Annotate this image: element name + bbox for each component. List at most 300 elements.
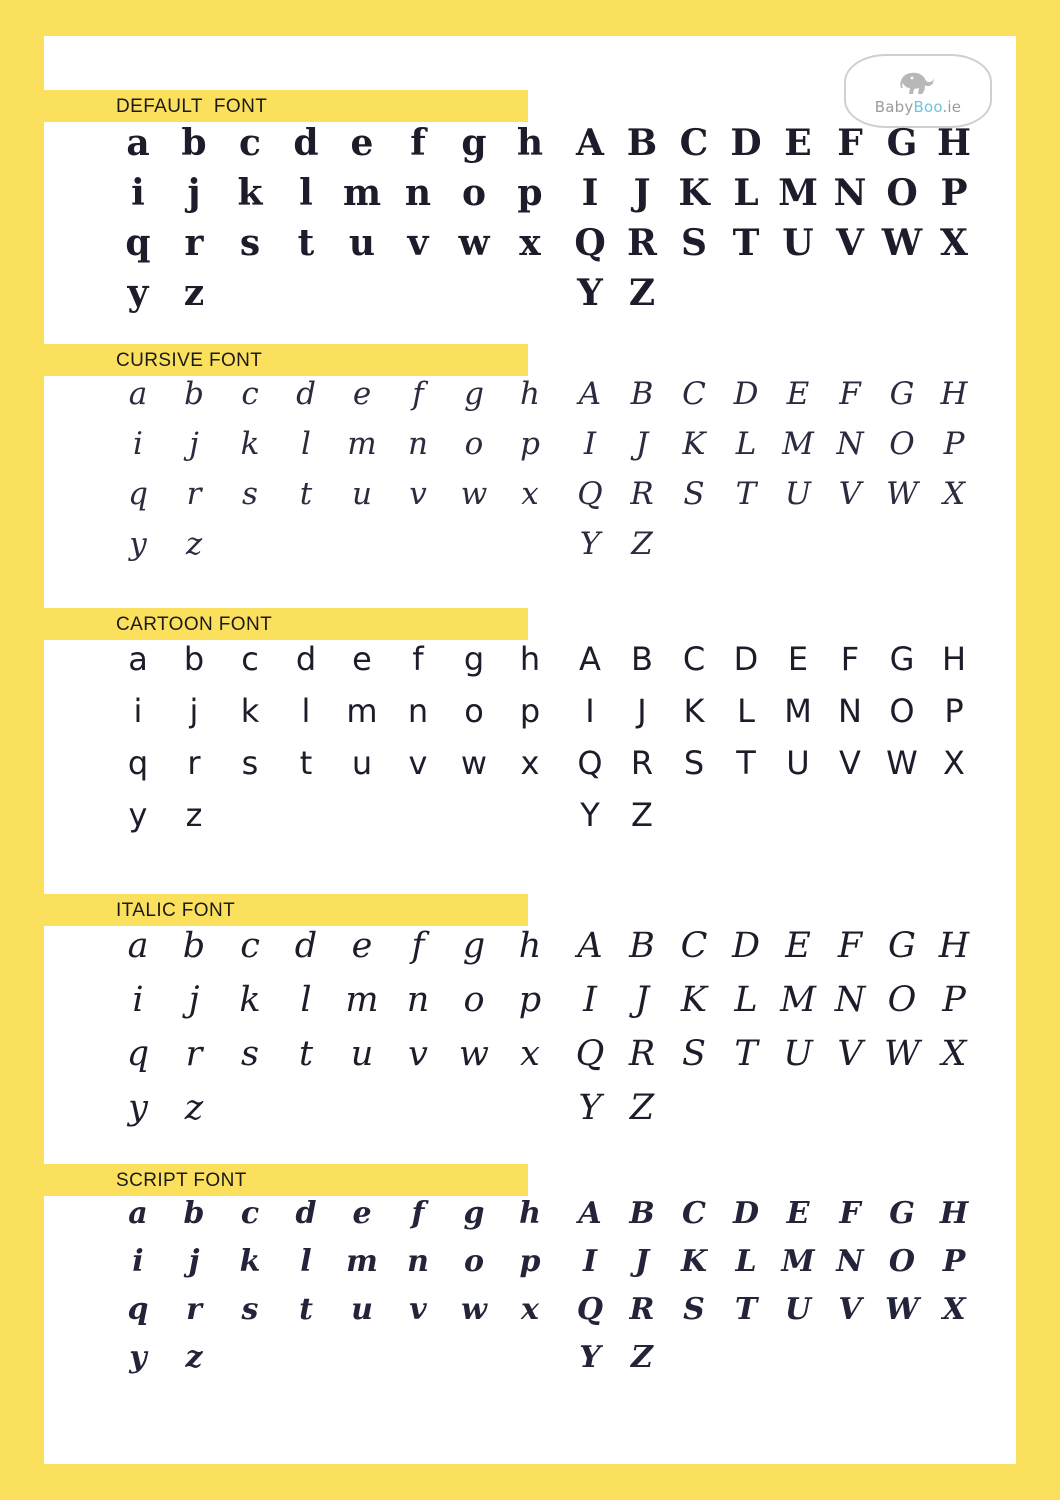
glyph: I (582, 1244, 598, 1279)
glyph: w (460, 476, 488, 512)
glyph: K (678, 172, 710, 214)
glyph: D (733, 376, 759, 412)
glyph: t (298, 1034, 314, 1074)
alphabet-lowercase-default (110, 122, 570, 322)
glyph: i (132, 980, 144, 1020)
alphabet-row (564, 744, 1004, 796)
glyph: V (839, 744, 861, 782)
glyph: v (409, 1292, 427, 1327)
glyph: q (125, 222, 151, 264)
glyph: a (128, 640, 148, 678)
glyph: y (127, 272, 149, 314)
glyph: t (299, 476, 313, 512)
glyph: q (128, 476, 148, 512)
alphabet-row (564, 640, 1004, 692)
glyph: c (240, 926, 260, 966)
glyph: n (404, 172, 432, 214)
glyph: c (240, 1196, 260, 1231)
glyph: l (300, 1244, 312, 1279)
glyph: h (516, 122, 544, 164)
glyph: h (520, 376, 540, 412)
glyph: I (585, 692, 595, 730)
glyph: y (129, 526, 147, 562)
glyph: n (407, 1244, 429, 1279)
glyph: R (630, 744, 654, 782)
glyph: X (941, 1034, 967, 1074)
glyph: A (578, 1196, 602, 1231)
glyph: S (683, 476, 705, 512)
alphabet-row (110, 122, 570, 172)
alphabet-row (564, 526, 1004, 576)
glyph: r (184, 222, 204, 264)
glyph: s (241, 1034, 259, 1074)
font-section-cursive (44, 344, 1016, 608)
glyph: m (342, 172, 382, 214)
glyph: z (185, 526, 203, 562)
alphabet-row (564, 1196, 1004, 1244)
glyph: n (407, 692, 429, 730)
glyph: v (408, 744, 428, 782)
glyph: G (886, 122, 918, 164)
glyph: w (460, 744, 488, 782)
glyph: l (299, 172, 313, 214)
logo-text-baby: Baby (874, 98, 914, 116)
glyph: U (784, 476, 812, 512)
glyph: u (351, 744, 373, 782)
glyph: Q (577, 476, 603, 512)
glyph: C (682, 640, 706, 678)
glyph: Q (575, 1034, 605, 1074)
glyph: P (944, 692, 964, 730)
glyph: q (127, 744, 149, 782)
glyph: y (128, 1088, 148, 1128)
glyph: e (352, 376, 372, 412)
section-title-cartoon: CARTOON FONT (116, 614, 273, 635)
logo-text-ie: .ie (942, 98, 962, 116)
glyph: t (297, 222, 315, 264)
glyph: N (833, 172, 867, 214)
glyph: i (131, 172, 145, 214)
glyph: t (299, 744, 313, 782)
glyph: J (637, 692, 647, 730)
glyph: N (838, 692, 862, 730)
glyph: x (521, 476, 539, 512)
alphabet-row (110, 376, 570, 426)
glyph: F (839, 376, 861, 412)
glyph: O (887, 980, 917, 1020)
glyph: p (517, 172, 543, 214)
glyph: Z (631, 796, 653, 834)
glyph: C (682, 1196, 706, 1231)
glyph: q (126, 1034, 150, 1074)
glyph: I (583, 426, 597, 462)
glyph: c (239, 122, 261, 164)
glyph: k (239, 1244, 261, 1279)
glyph: o (461, 172, 486, 214)
glyph: o (464, 426, 484, 462)
glyph: i (133, 426, 143, 462)
glyph: L (735, 1244, 757, 1279)
glyph: X (943, 744, 965, 782)
glyph: x (520, 1034, 540, 1074)
glyph: e (352, 640, 372, 678)
glyph: Z (631, 1340, 653, 1375)
glyph: B (626, 122, 658, 164)
glyph: z (185, 796, 203, 834)
glyph: D (732, 1196, 759, 1231)
glyph: y (129, 1340, 147, 1375)
glyph: E (787, 640, 809, 678)
glyph: j (187, 172, 201, 214)
glyph: V (837, 1034, 863, 1074)
glyph: I (581, 172, 599, 214)
alphabet-row (110, 1088, 570, 1142)
glyph: V (836, 222, 864, 264)
glyph: e (350, 122, 374, 164)
glyph: T (734, 1292, 758, 1327)
font-section-italic (44, 894, 1016, 1164)
glyph: S (683, 1292, 705, 1327)
glyph: X (942, 476, 966, 512)
glyph: l (300, 980, 312, 1020)
glyph: L (737, 692, 755, 730)
glyph: v (408, 1034, 428, 1074)
glyph: R (628, 1034, 656, 1074)
glyph: p (520, 426, 540, 462)
glyph: i (132, 1244, 144, 1279)
glyph: J (635, 426, 649, 462)
glyph: s (241, 744, 259, 782)
glyph: b (184, 376, 204, 412)
glyph: i (133, 692, 143, 730)
glyph: k (239, 980, 261, 1020)
glyph: p (519, 1244, 541, 1279)
glyph: u (350, 1034, 374, 1074)
alphabet-row (564, 1088, 1004, 1142)
glyph: X (940, 222, 968, 264)
alphabet-row (110, 1340, 570, 1388)
alphabet-row (110, 222, 570, 272)
glyph: s (239, 222, 261, 264)
glyph: f (412, 376, 424, 412)
alphabet-uppercase-default (564, 122, 1004, 322)
glyph: t (299, 1292, 313, 1327)
glyph: p (519, 692, 541, 730)
glyph: J (634, 1244, 650, 1279)
glyph: b (182, 926, 206, 966)
alphabet-row (110, 1034, 570, 1088)
font-section-cartoon (44, 608, 1016, 894)
alphabet-lowercase-italic (110, 926, 570, 1142)
section-title-default: DEFAULT FONT (116, 96, 268, 117)
alphabet-row (564, 926, 1004, 980)
glyph: u (351, 1292, 373, 1327)
glyph: h (519, 640, 541, 678)
glyph: s (241, 1292, 259, 1327)
section-title-italic: ITALIC FONT (116, 900, 236, 921)
glyph: d (293, 122, 319, 164)
glyph: O (888, 1244, 916, 1279)
alphabet-row (564, 222, 1004, 272)
glyph: B (629, 926, 655, 966)
glyph: N (836, 1244, 864, 1279)
alphabet-lowercase-cursive (110, 376, 570, 576)
glyph: H (936, 122, 971, 164)
glyph: W (886, 744, 918, 782)
glyph: U (783, 1034, 813, 1074)
glyph: w (461, 1292, 487, 1327)
glyph: R (627, 222, 657, 264)
glyph: U (786, 744, 810, 782)
glyph: n (408, 426, 428, 462)
glyph: j (189, 692, 199, 730)
alphabet-row (110, 744, 570, 796)
glyph: g (463, 1196, 485, 1231)
glyph: a (126, 122, 150, 164)
alphabet-row (564, 122, 1004, 172)
glyph: Y (580, 796, 600, 834)
glyph: Z (631, 526, 653, 562)
font-section-default (44, 90, 1016, 344)
glyph: Z (629, 1088, 655, 1128)
glyph: O (886, 172, 918, 214)
glyph: W (881, 222, 923, 264)
glyph: E (786, 1196, 810, 1231)
glyph: f (412, 640, 424, 678)
glyph: E (785, 926, 811, 966)
glyph: I (583, 980, 597, 1020)
glyph: k (240, 426, 260, 462)
glyph: z (185, 1340, 203, 1375)
glyph: f (411, 1196, 425, 1231)
glyph: P (940, 172, 968, 214)
glyph: d (296, 376, 316, 412)
glyph: R (630, 476, 654, 512)
glyph: H (940, 376, 968, 412)
glyph: k (240, 692, 260, 730)
glyph: u (352, 476, 372, 512)
glyph: Y (578, 1088, 602, 1128)
glyph: Y (579, 526, 601, 562)
glyph: S (682, 1034, 706, 1074)
alphabet-row (564, 692, 1004, 744)
glyph: D (731, 926, 761, 966)
glyph: M (780, 980, 816, 1020)
glyph: U (784, 1292, 812, 1327)
glyph: f (410, 122, 426, 164)
glyph: l (301, 692, 311, 730)
glyph: w (459, 1034, 489, 1074)
glyph: g (464, 376, 484, 412)
glyph: d (295, 1196, 317, 1231)
glyph: c (241, 376, 259, 412)
glyph: W (885, 1292, 919, 1327)
alphabet-uppercase-cursive (564, 376, 1004, 576)
alphabet-lowercase-script (110, 1196, 570, 1388)
glyph: G (889, 1196, 915, 1231)
glyph: h (519, 1196, 541, 1231)
glyph: h (518, 926, 542, 966)
glyph: T (732, 222, 760, 264)
glyph: d (294, 926, 318, 966)
alphabet-uppercase-cartoon (564, 640, 1004, 848)
glyph: a (128, 376, 148, 412)
glyph: x (521, 1292, 539, 1327)
glyph: e (351, 926, 373, 966)
glyph: e (352, 1196, 372, 1231)
glyph: q (127, 1292, 149, 1327)
alphabet-row (110, 272, 570, 322)
glyph: u (348, 222, 376, 264)
glyph: J (633, 172, 651, 214)
glyph: x (519, 222, 541, 264)
alphabet-row (110, 476, 570, 526)
alphabet-uppercase-script (564, 1196, 1004, 1388)
glyph: L (735, 426, 757, 462)
glyph: F (837, 122, 863, 164)
glyph: E (784, 122, 812, 164)
glyph: X (942, 1292, 966, 1327)
glyph: p (518, 980, 542, 1020)
glyph: v (409, 476, 427, 512)
glyph: b (181, 122, 207, 164)
glyph: f (411, 926, 425, 966)
alphabet-row (564, 980, 1004, 1034)
alphabet-row (564, 272, 1004, 322)
glyph: O (889, 426, 915, 462)
glyph: b (183, 1196, 205, 1231)
glyph: T (736, 744, 756, 782)
glyph: c (241, 640, 259, 678)
glyph: R (629, 1292, 655, 1327)
glyph: j (188, 980, 200, 1020)
section-title-cursive: CURSIVE FONT (116, 350, 263, 371)
glyph: D (730, 122, 762, 164)
glyph: s (242, 476, 258, 512)
glyph: r (187, 744, 201, 782)
glyph: g (461, 122, 487, 164)
glyph: o (464, 692, 484, 730)
glyph: B (629, 1196, 655, 1231)
glyph: H (941, 640, 967, 678)
glyph: M (784, 692, 812, 730)
glyph: M (782, 426, 814, 462)
glyph: V (838, 476, 862, 512)
glyph: W (886, 476, 918, 512)
glyph: H (939, 1196, 969, 1231)
glyph: T (734, 1034, 758, 1074)
glyph: J (634, 980, 650, 1020)
glyph: W (884, 1034, 920, 1074)
glyph: m (346, 1244, 378, 1279)
glyph: m (345, 980, 379, 1020)
glyph: G (889, 640, 915, 678)
glyph: m (346, 692, 378, 730)
alphabet-row (110, 692, 570, 744)
glyph: a (127, 926, 149, 966)
logo-text-boo: Boo (913, 98, 943, 116)
glyph: z (183, 272, 205, 314)
glyph: o (463, 1244, 484, 1279)
glyph: A (577, 926, 603, 966)
section-title-script: SCRIPT FONT (116, 1170, 247, 1191)
glyph: j (188, 1244, 200, 1279)
glyph: S (683, 744, 705, 782)
glyph: Q (577, 744, 603, 782)
glyph: k (237, 172, 263, 214)
alphabet-row (110, 796, 570, 848)
glyph: n (406, 980, 430, 1020)
glyph: G (888, 926, 916, 966)
glyph: K (680, 1244, 708, 1279)
font-section-script (44, 1164, 1016, 1434)
glyph: Y (579, 1340, 601, 1375)
glyph: r (186, 1292, 202, 1327)
glyph: P (942, 1244, 966, 1279)
glyph: Q (576, 1292, 604, 1327)
glyph: P (943, 426, 965, 462)
alphabet-row (564, 1034, 1004, 1088)
glyph: g (462, 926, 486, 966)
glyph: B (630, 376, 654, 412)
glyph: o (463, 980, 485, 1020)
alphabet-row (110, 980, 570, 1034)
alphabet-row (110, 1244, 570, 1292)
alphabet-row (110, 172, 570, 222)
glyph: L (734, 980, 758, 1020)
alphabet-row (564, 172, 1004, 222)
glyph: C (680, 926, 708, 966)
alphabet-lowercase-cartoon (110, 640, 570, 848)
glyph: H (938, 926, 970, 966)
glyph: r (185, 1034, 203, 1074)
alphabet-row (564, 476, 1004, 526)
glyph: G (889, 376, 915, 412)
glyph: y (128, 796, 148, 834)
alphabet-row (110, 526, 570, 576)
glyph: O (889, 692, 915, 730)
glyph: F (837, 926, 863, 966)
alphabet-row (564, 426, 1004, 476)
glyph: V (838, 1292, 862, 1327)
glyph: U (782, 222, 814, 264)
alphabet-row (564, 1292, 1004, 1340)
glyph: Y (577, 272, 603, 314)
glyph: j (189, 426, 199, 462)
glyph: z (184, 1088, 204, 1128)
glyph: x (520, 744, 540, 782)
glyph: D (733, 640, 759, 678)
glyph: K (683, 692, 705, 730)
glyph: K (682, 426, 706, 462)
glyph: C (682, 376, 706, 412)
alphabet-row (110, 926, 570, 980)
glyph: F (839, 1196, 861, 1231)
alphabet-row (110, 1196, 570, 1244)
glyph: A (576, 122, 604, 164)
glyph: P (942, 980, 966, 1020)
glyph: M (778, 172, 818, 214)
alphabet-row (110, 426, 570, 476)
glyph: N (836, 426, 864, 462)
glyph: F (840, 640, 860, 678)
glyph: v (407, 222, 429, 264)
glyph: T (735, 476, 757, 512)
glyph: K (680, 980, 708, 1020)
glyph: A (579, 640, 601, 678)
alphabet-row (564, 796, 1004, 848)
font-sample-sheet (44, 36, 1016, 1464)
